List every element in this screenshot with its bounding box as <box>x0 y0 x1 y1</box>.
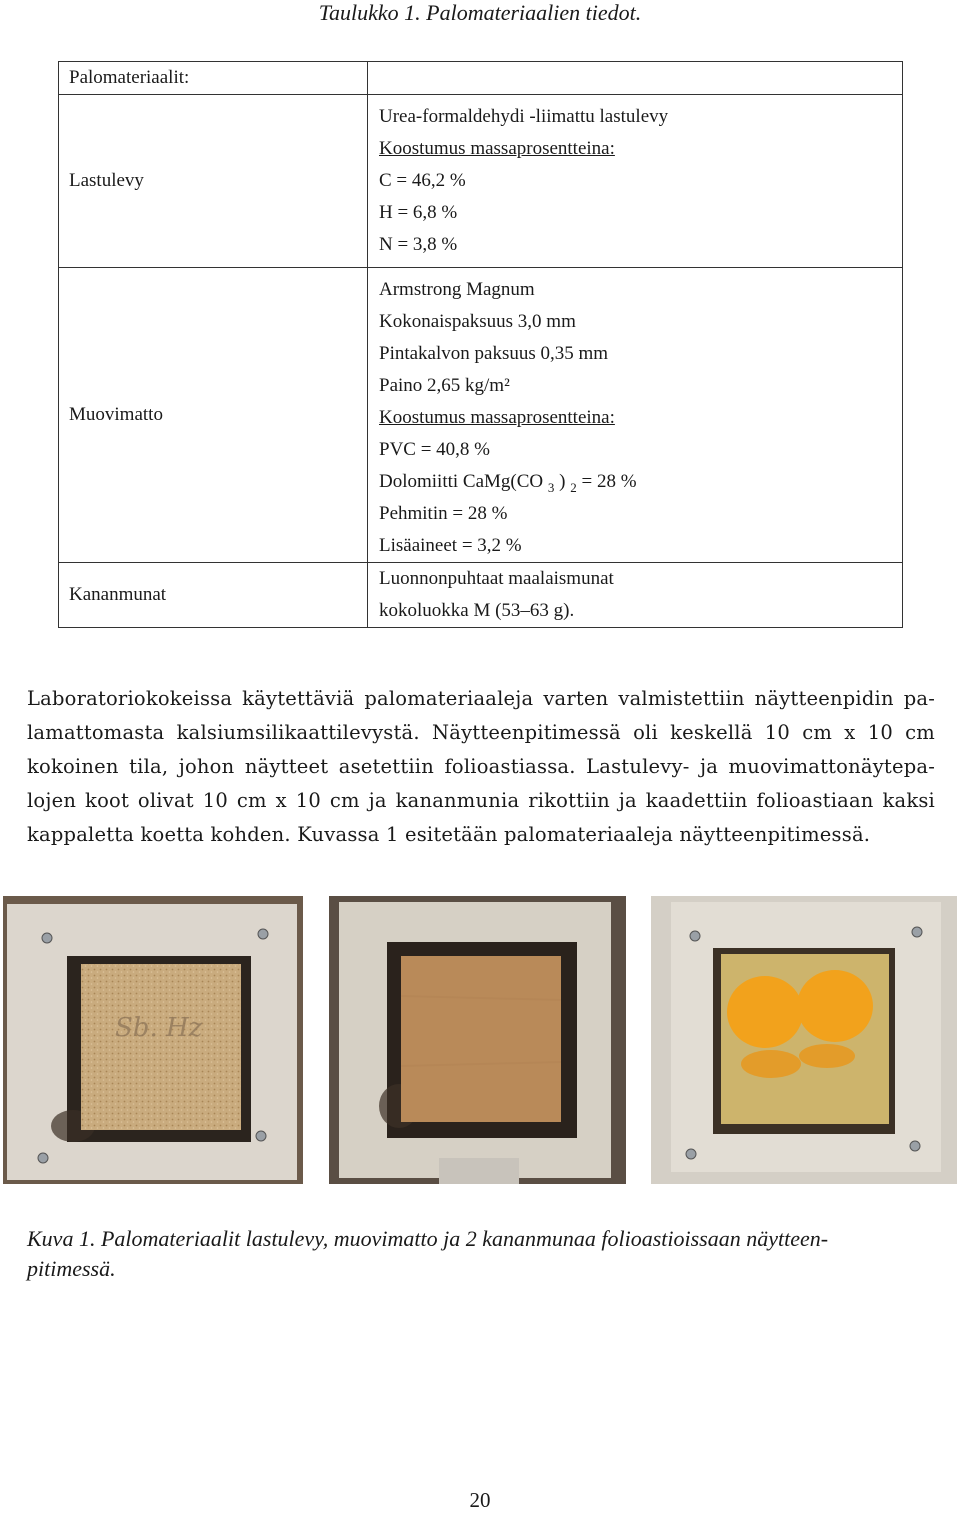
info-line: Pehmitin = 28 % <box>379 503 508 524</box>
paragraph-line: kappaletta koetta kohden. Kuvassa 1 esitetään palomateriaaleja näytteenpitimessä. <box>27 823 871 846</box>
info-line: PVC = 40,8 % <box>379 439 491 460</box>
material-name-cell <box>59 95 368 268</box>
material-info-cell <box>368 268 903 563</box>
header-label: Palomateriaalit: <box>69 67 190 88</box>
material-name-cell <box>59 563 368 628</box>
info-line: Luonnonpuhtaat maalaismunat <box>379 568 614 589</box>
info-line: Koostumus massaprosentteina: <box>379 138 615 159</box>
photo-plastic-mat <box>329 896 626 1184</box>
table-caption: Taulukko 1. Palomateriaalien tiedot. <box>318 0 642 25</box>
info-line: Lisäaineet = 3,2 % <box>379 535 522 556</box>
formula-subscript: 2 <box>570 480 577 495</box>
info-line: Koostumus massaprosentteina: <box>379 407 615 428</box>
materials-table <box>58 61 903 628</box>
body-paragraph <box>27 682 935 852</box>
figure-caption-line: Kuva 1. Palomateriaalit lastulevy, muovimatto ja 2 kananmunaa folioastioissaan näytteen- <box>27 1226 829 1251</box>
material-name: Kananmunat <box>69 584 167 605</box>
paragraph-line: kokoinen tila, johon näytteet asetettiin folioastiassa. Lastulevy- ja muovimattonäytepa- <box>27 755 935 778</box>
table-row <box>59 563 903 628</box>
material-info-cell <box>368 563 903 628</box>
figure-caption-line: pitimessä. <box>27 1256 116 1281</box>
page-number: 20 <box>469 1488 491 1512</box>
info-line-formula <box>379 466 902 498</box>
table-row <box>59 95 903 268</box>
info-line: C = 46,2 % <box>379 170 466 191</box>
table-row <box>59 268 903 563</box>
info-line: Paino 2,65 kg/m² <box>379 375 510 396</box>
header-cell <box>59 62 368 95</box>
info-line: H = 6,8 % <box>379 202 458 223</box>
info-line: kokoluokka M (53–63 g). <box>379 600 575 621</box>
table-header-row <box>59 62 903 95</box>
formula-paren: ) <box>559 471 566 492</box>
photo-eggs <box>651 896 957 1184</box>
material-info-cell <box>368 95 903 268</box>
info-line: Armstrong Magnum <box>379 279 535 300</box>
material-name-cell <box>59 268 368 563</box>
formula-text: Dolomiitti CaMg(CO <box>379 471 544 492</box>
formula-subscript: 3 <box>547 480 555 495</box>
material-name: Lastulevy <box>69 170 144 191</box>
handwriting-text: Sb. Hz <box>115 1013 203 1043</box>
figure-caption <box>27 1224 937 1284</box>
photo-chipboard <box>3 896 303 1184</box>
paragraph-line: lamattomasta kalsiumsilikaattilevystä. Näytteenpitimessä oli keskellä 10 cm x 10 cm <box>27 721 935 744</box>
material-name: Muovimatto <box>69 404 163 425</box>
info-line: Urea-formaldehydi -liimattu lastulevy <box>379 106 669 127</box>
info-line: Kokonaispaksuus 3,0 mm <box>379 311 576 332</box>
info-line: Pintakalvon paksuus 0,35 mm <box>379 343 609 364</box>
paragraph-line: lojen koot olivat 10 cm x 10 cm ja kananmunia rikottiin ja kaadettiin folioastiaan kaksi <box>27 789 935 812</box>
formula-value: = 28 % <box>581 471 637 492</box>
paragraph-line: Laboratoriokokeissa käytettäviä palomateriaaleja varten valmistettiin näytteenpidin pa- <box>27 687 935 710</box>
info-line: N = 3,8 % <box>379 234 458 255</box>
header-cell-empty <box>368 62 903 95</box>
